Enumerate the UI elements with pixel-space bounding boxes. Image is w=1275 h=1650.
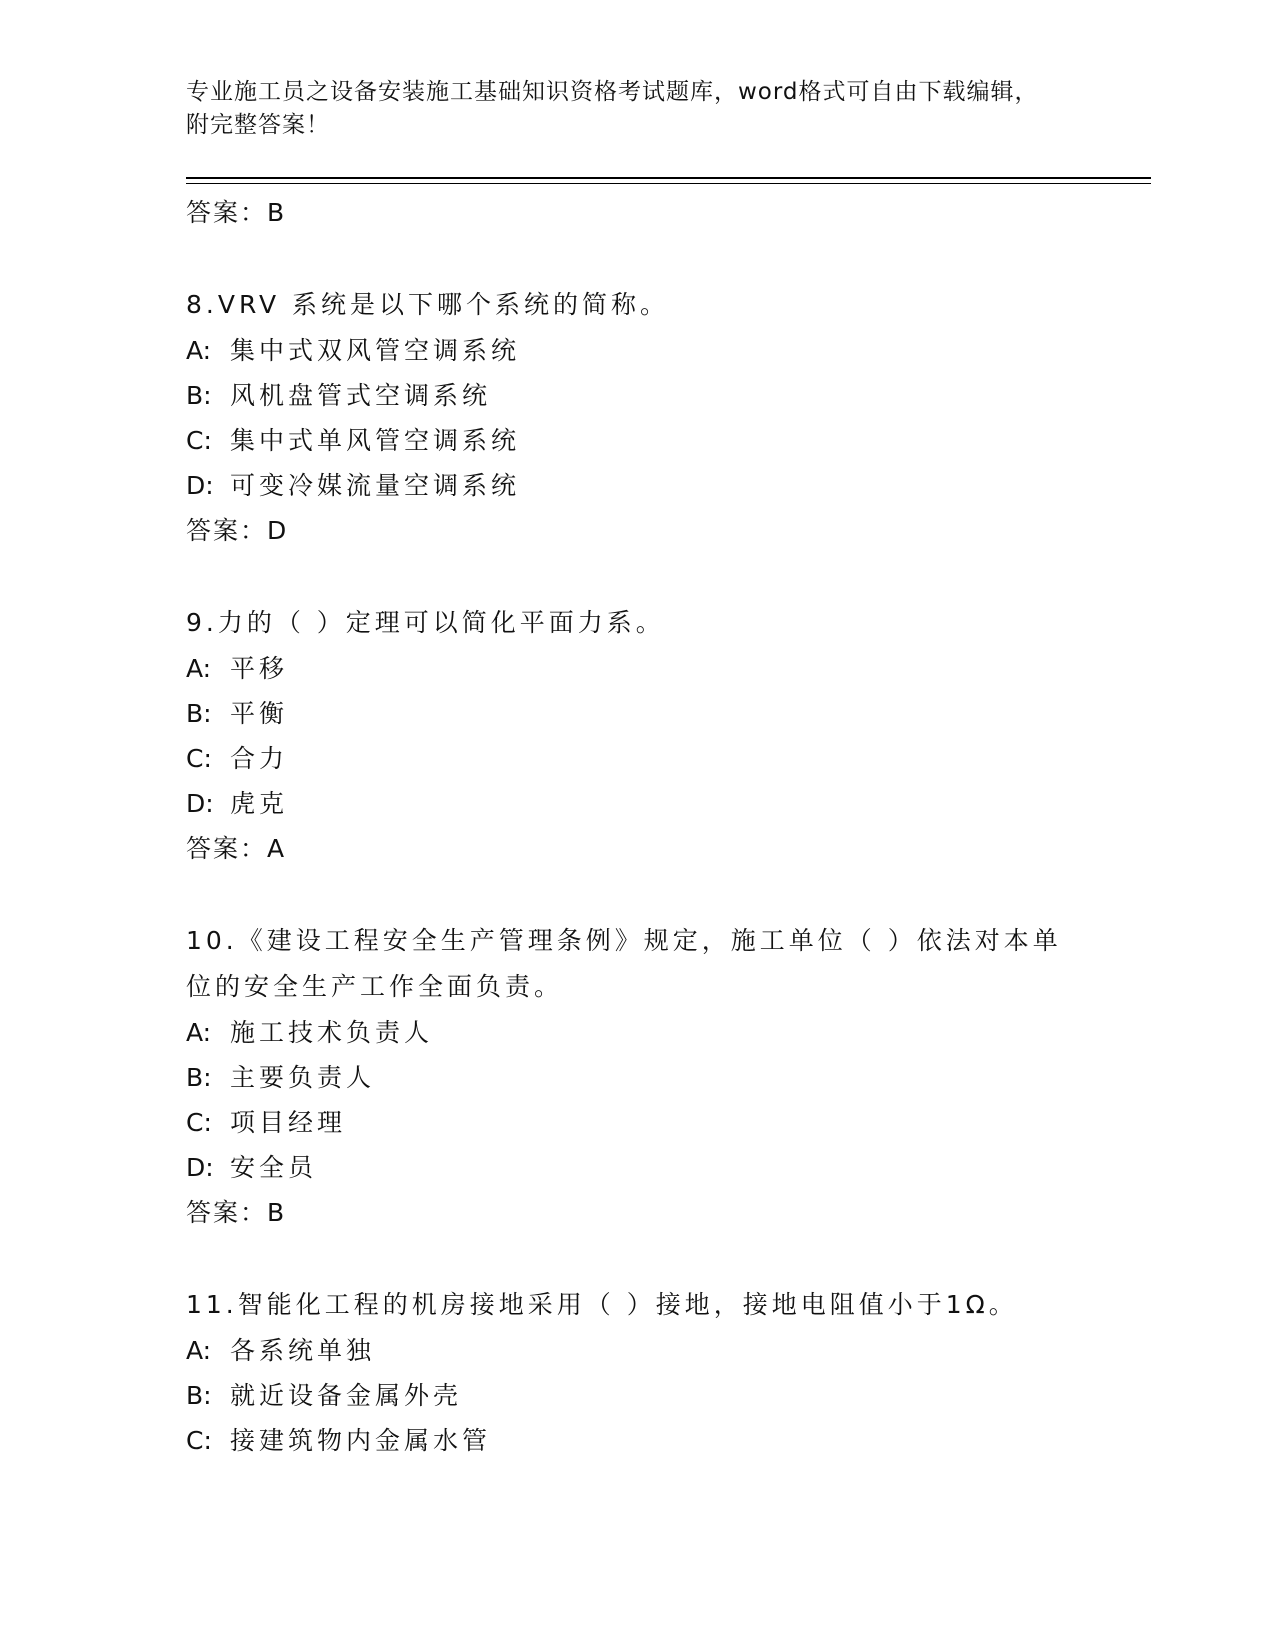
previous-answer: 答案：B — [186, 198, 287, 227]
header-line-1: 专业施工员之设备安装施工基础知识资格考试题库，word格式可自由下载编辑， — [186, 79, 1039, 105]
question-list — [186, 190, 1086, 1463]
option-text: 项目经理 — [230, 1108, 347, 1137]
answer-option — [186, 1145, 1086, 1190]
option-text: 风机盘管式空调系统 — [230, 381, 492, 410]
option-key: B: — [186, 1381, 212, 1410]
option-text: 合力 — [230, 744, 289, 773]
option-text: 集中式单风管空调系统 — [230, 426, 521, 455]
answer-option — [186, 691, 1086, 736]
answer-option — [186, 1418, 1086, 1463]
option-key: D: — [186, 471, 214, 500]
question-answer: 答案：B — [186, 1198, 287, 1227]
question-text: 11.智能化工程的机房接地采用（ ）接地，接地电阻值小于1Ω。 — [186, 1290, 1018, 1319]
answer-option — [186, 1373, 1086, 1418]
answer-option — [186, 781, 1086, 826]
option-text: 安全员 — [230, 1153, 318, 1182]
option-text: 集中式双风管空调系统 — [230, 336, 521, 365]
question-block — [186, 600, 1086, 872]
option-key: A: — [186, 336, 212, 365]
answer-option — [186, 418, 1086, 463]
header-rule-thin — [186, 183, 1151, 184]
question-text: 位的安全生产工作全面负责。 — [186, 972, 564, 1001]
answer-option — [186, 463, 1086, 508]
header-rule-thick — [186, 177, 1151, 179]
option-text: 虎克 — [230, 789, 289, 818]
option-key: D: — [186, 1153, 214, 1182]
question-block — [186, 282, 1086, 554]
option-text: 平衡 — [230, 699, 289, 728]
question-block — [186, 1282, 1086, 1463]
option-text: 接建筑物内金属水管 — [230, 1426, 492, 1455]
option-key: B: — [186, 699, 212, 728]
answer-option — [186, 1100, 1086, 1145]
option-text: 平移 — [230, 654, 289, 683]
question-block — [186, 918, 1086, 1236]
question-text: 8.VRV 系统是以下哪个系统的简称。 — [186, 290, 670, 319]
option-key: A: — [186, 1018, 212, 1047]
answer-option — [186, 1010, 1086, 1055]
option-key: B: — [186, 1063, 212, 1092]
question-answer: 答案：A — [186, 834, 287, 863]
option-key: C: — [186, 1108, 212, 1137]
option-key: B: — [186, 381, 212, 410]
option-key: C: — [186, 426, 212, 455]
option-key: D: — [186, 789, 214, 818]
answer-option — [186, 373, 1086, 418]
question-text: 9.力的（ ）定理可以简化平面力系。 — [186, 608, 665, 637]
document-header — [186, 76, 1076, 142]
option-key: A: — [186, 654, 212, 683]
option-text: 可变冷媒流量空调系统 — [230, 471, 521, 500]
option-text: 施工技术负责人 — [230, 1018, 434, 1047]
option-key: A: — [186, 1336, 212, 1365]
answer-option — [186, 646, 1086, 691]
option-key: C: — [186, 1426, 212, 1455]
answer-option — [186, 1328, 1086, 1373]
option-text: 就近设备金属外壳 — [230, 1381, 463, 1410]
answer-option — [186, 328, 1086, 373]
header-line-2: 附完整答案！ — [186, 112, 330, 138]
question-answer: 答案：D — [186, 516, 289, 545]
answer-option — [186, 736, 1086, 781]
question-text: 10.《建设工程安全生产管理条例》规定，施工单位（ ）依法对本单 — [186, 926, 1062, 955]
option-text: 主要负责人 — [230, 1063, 376, 1092]
option-key: C: — [186, 744, 212, 773]
answer-option — [186, 1055, 1086, 1100]
option-text: 各系统单独 — [230, 1336, 376, 1365]
